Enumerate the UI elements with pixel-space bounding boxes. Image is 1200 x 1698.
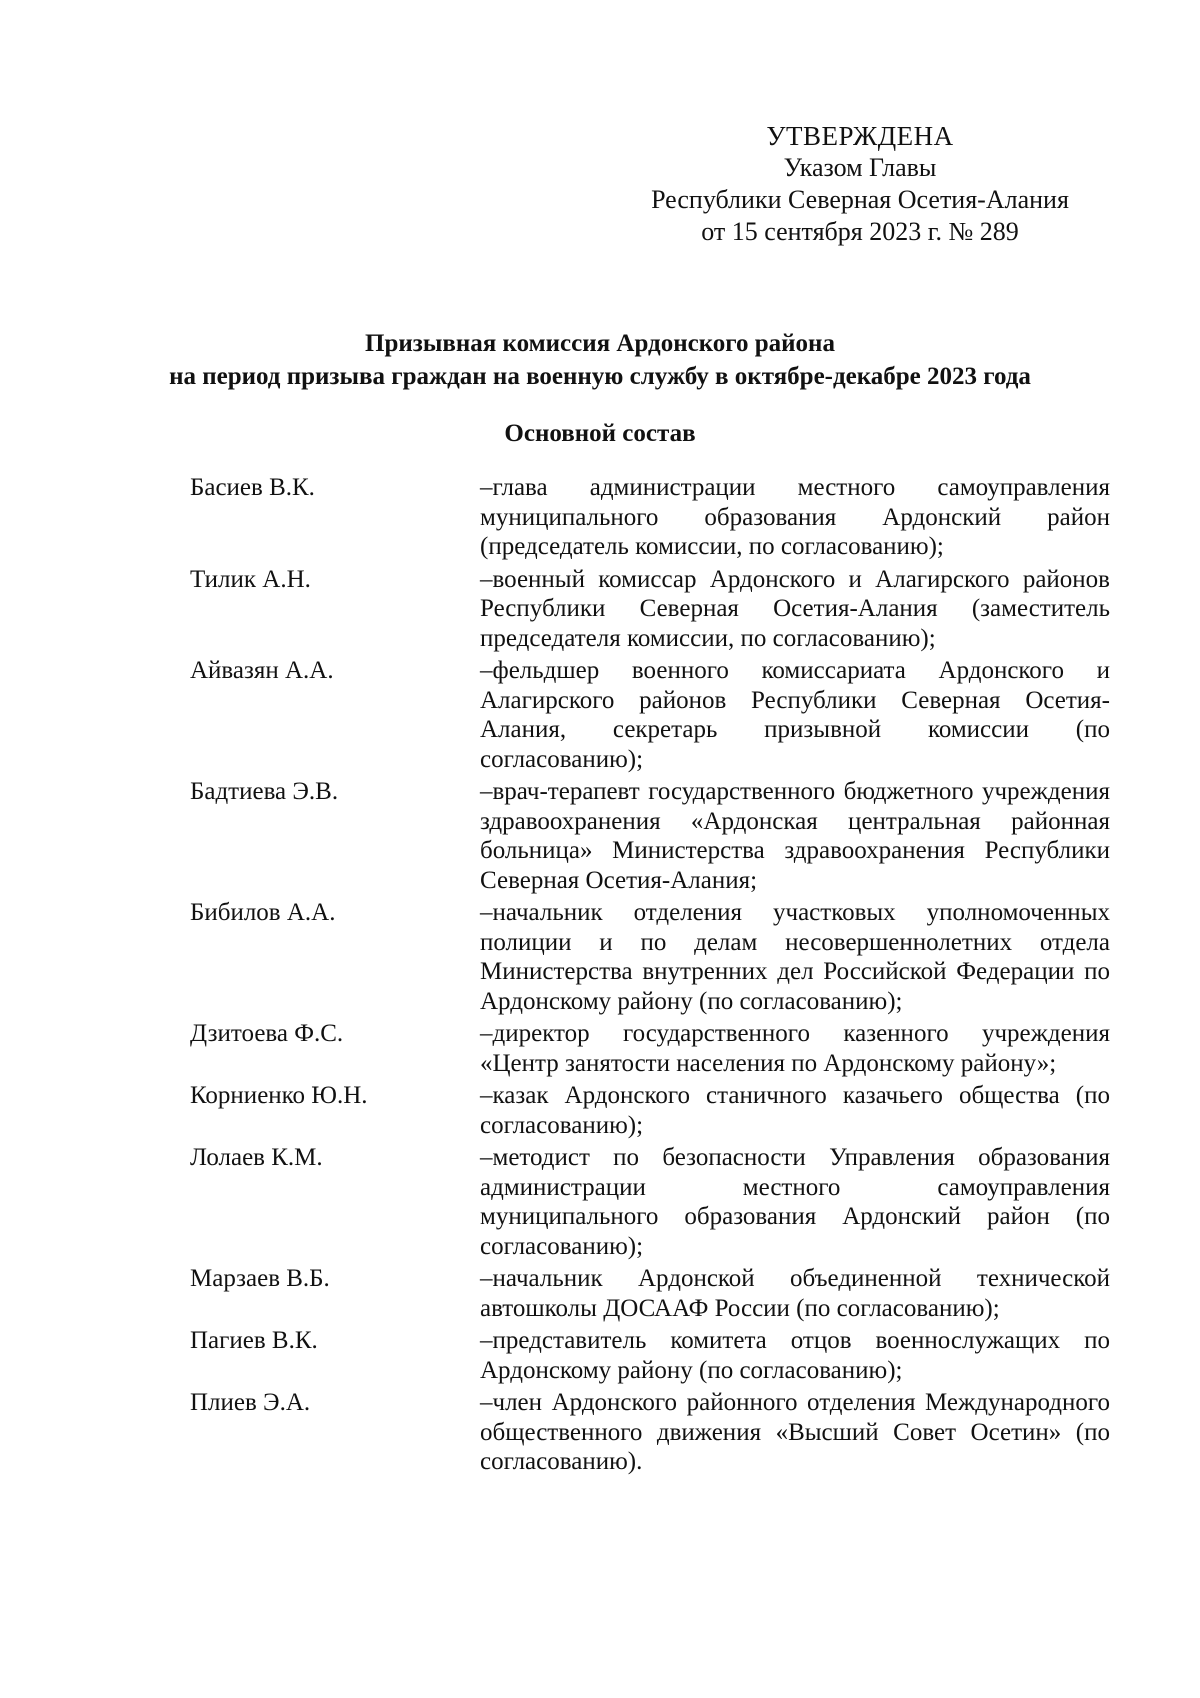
member-role: –врач-терапевт государственного бюджетного учреждения здравоохранения «Ардонская центральная районная больница» Министерства здравоохранения Республики Северная Осетия-Алания; [480, 778, 1110, 894]
approval-decree: Указом Главы [783, 153, 937, 182]
member-name: Бадтиева Э.В. [190, 778, 339, 805]
member-name: Пагиев В.К. [190, 1327, 318, 1354]
section-heading: Основной состав [504, 420, 696, 447]
member-row [190, 1264, 1110, 1323]
member-role: –глава администрации местного самоуправления муниципального образования Ардонский район (председатель комиссии, по согласованию); [480, 474, 1110, 560]
member-name: Корниенко Ю.Н. [190, 1082, 368, 1109]
member-row [190, 1019, 1110, 1078]
members-list [190, 473, 1110, 1480]
member-role: –фельдшер военного комиссариата Ардонского и Алагирского районов Республики Северная Осетия-Алания, секретарь призывной комиссии (по согласованию); [480, 657, 1110, 773]
member-name: Марзаев В.Б. [190, 1265, 330, 1292]
member-row [190, 656, 1110, 774]
title-line-2: на период призыва граждан на военную службу в октябре-декабре 2023 года [169, 363, 1031, 390]
member-row [190, 898, 1110, 1016]
approval-stamp-block [640, 120, 1080, 248]
member-row [190, 1326, 1110, 1385]
member-name: Лолаев К.М. [190, 1144, 323, 1171]
member-role: –представитель комитета отцов военнослужащих по Ардонскому району (по согласованию); [480, 1327, 1110, 1384]
approval-republic: Республики Северная Осетия-Алания [651, 185, 1069, 214]
member-name: Басиев В.К. [190, 474, 315, 501]
member-role: –начальник отделения участковых уполномоченных полиции и по делам несовершеннолетних отдела Министерства внутренних дел Российской Федерации по Ардонскому району (по согласованию); [480, 899, 1110, 1015]
member-role: –военный комиссар Ардонского и Алагирского районов Республики Северная Осетия-Алания (заместитель председателя комиссии, по согласованию); [480, 565, 1110, 652]
member-role: –казак Ардонского станичного казачьего общества (по согласованию); [480, 1082, 1110, 1139]
member-name: Бибилов А.А. [190, 899, 336, 926]
member-name: Айвазян А.А. [190, 657, 334, 684]
member-name: Дзитоева Ф.С. [190, 1020, 344, 1047]
member-role: –член Ардонского районного отделения Международного общественного движения «Высший Совет Осетин» (по согласованию). [480, 1389, 1110, 1475]
approval-heading: УТВЕРЖДЕНА [766, 121, 954, 151]
member-row [190, 565, 1110, 654]
member-row [190, 1388, 1110, 1477]
member-row [190, 1081, 1110, 1140]
member-role: –директор государственного казенного учреждения «Центр занятости населения по Ардонскому району»; [480, 1020, 1110, 1077]
approval-date-number: от 15 сентября 2023 г. № 289 [701, 217, 1019, 246]
document-title [100, 327, 1100, 393]
member-row [190, 777, 1110, 895]
member-name: Тилик А.Н. [190, 565, 311, 593]
title-line-1: Призывная комиссия Ардонского района [365, 330, 835, 357]
member-name: Плиев Э.А. [190, 1389, 311, 1416]
member-role: –начальник Ардонской объединенной технической автошколы ДОСААФ России (по согласованию); [480, 1265, 1110, 1322]
member-row [190, 473, 1110, 562]
member-role: –методист по безопасности Управления образования администрации местного самоуправления муниципального образования Ардонский район (по согласованию); [480, 1144, 1110, 1260]
member-row [190, 1143, 1110, 1261]
